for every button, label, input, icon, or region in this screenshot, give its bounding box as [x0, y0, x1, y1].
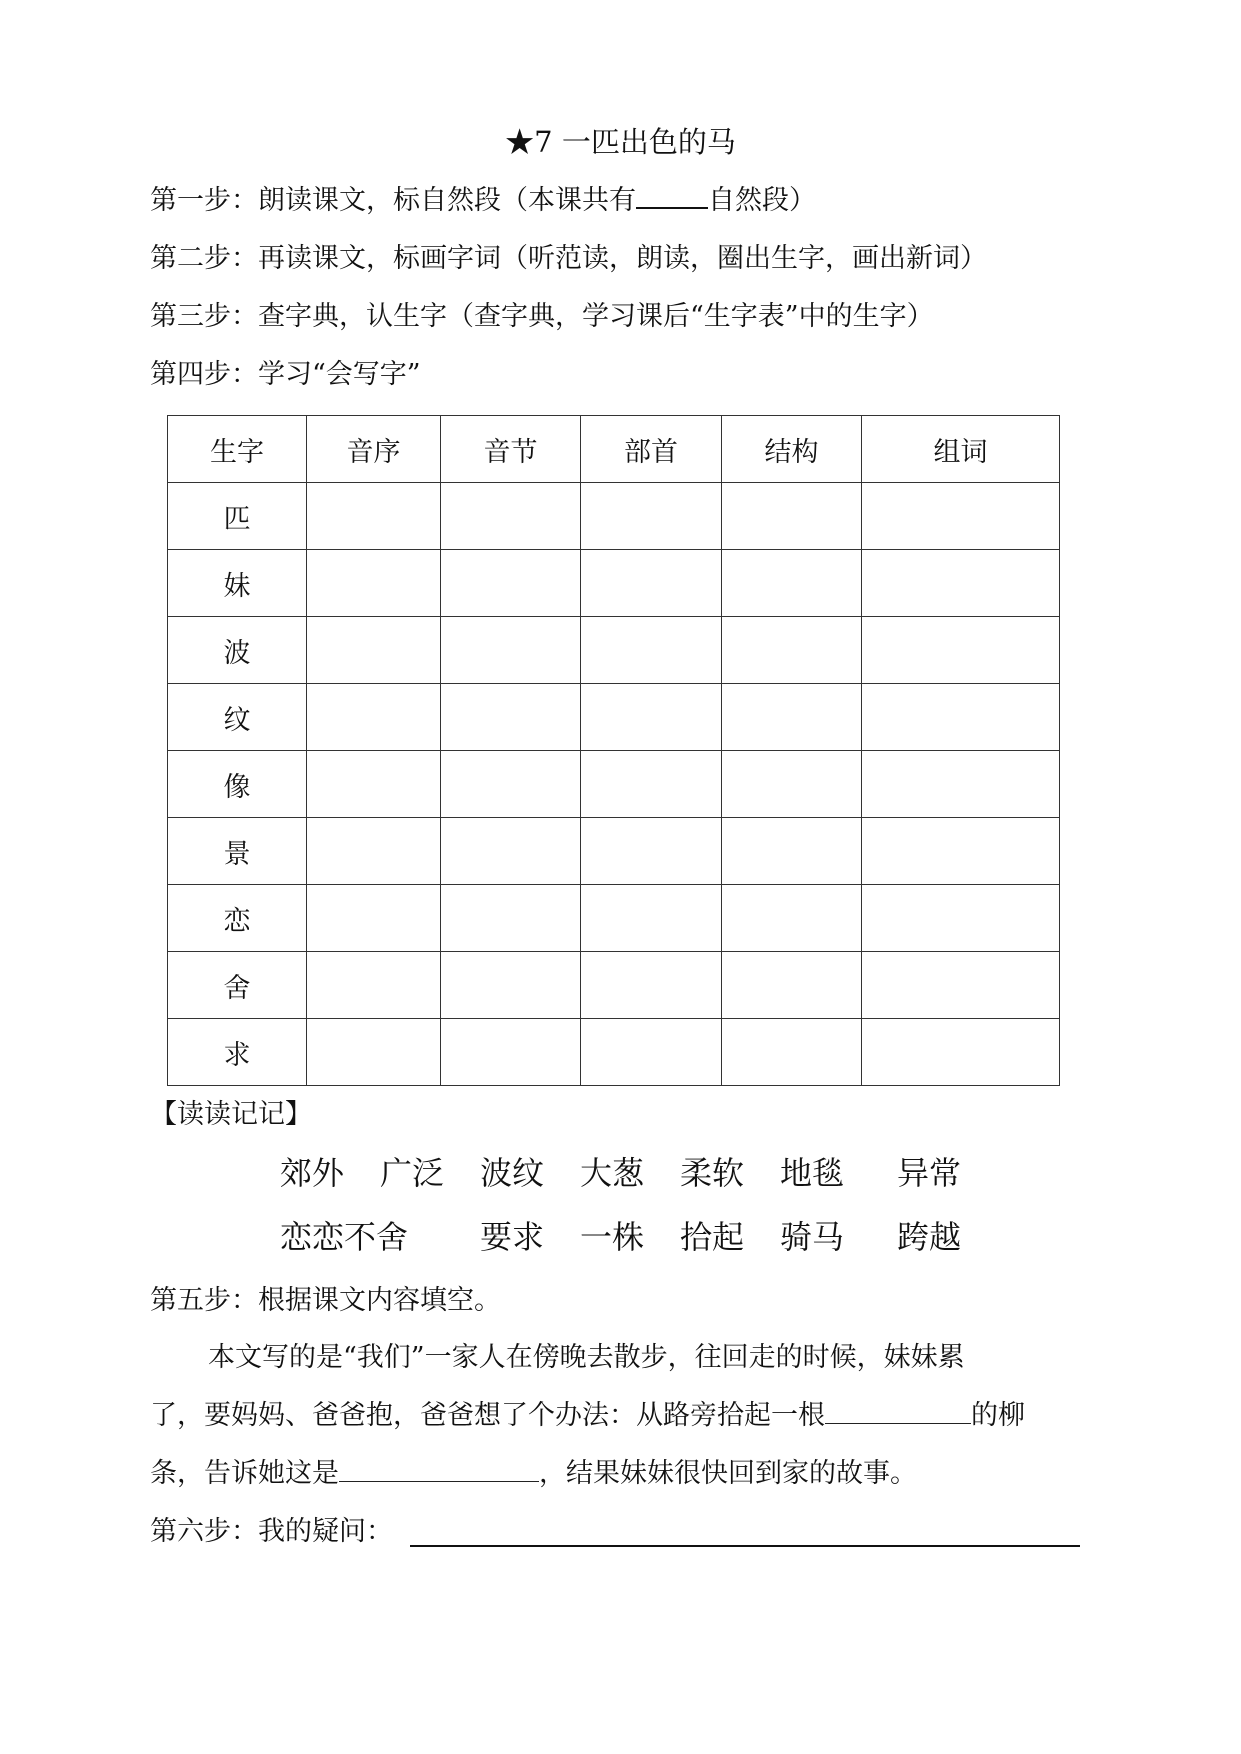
answer-cell[interactable] [581, 684, 722, 751]
answer-cell[interactable] [581, 617, 722, 684]
step-3: 第三步：查字典，认生字（查字典，学习课后“生字表”中的生字） [150, 301, 934, 332]
answer-cell[interactable] [722, 684, 862, 751]
table-row [168, 684, 1060, 751]
fill-line-1: 本文写的是“我们”一家人在傍晚去散步，往回走的时候，妹妹累 [208, 1342, 965, 1373]
answer-cell[interactable] [581, 550, 722, 617]
answer-cell[interactable] [581, 751, 722, 818]
answer-cell[interactable] [581, 818, 722, 885]
table-row [168, 885, 1060, 952]
answer-cell[interactable] [862, 550, 1060, 617]
header-initial: 音序 [307, 416, 441, 483]
read-remember-heading: 【读读记记】 [150, 1099, 312, 1130]
page-title: ★7 一匹出色的马 [505, 125, 736, 159]
word: 波纹 [480, 1154, 545, 1192]
word: 地毯 [780, 1154, 845, 1192]
character-cell: 妹 [168, 550, 307, 617]
answer-cell[interactable] [307, 885, 441, 952]
answer-cell[interactable] [722, 550, 862, 617]
answer-cell[interactable] [307, 483, 441, 550]
step-1-suffix: 自然段） [708, 185, 816, 216]
answer-cell[interactable] [441, 483, 581, 550]
character-table [167, 415, 1060, 1086]
word: 一株 [580, 1218, 645, 1256]
answer-cell[interactable] [307, 550, 441, 617]
character-cell: 波 [168, 617, 307, 684]
answer-cell[interactable] [307, 818, 441, 885]
word: 拾起 [680, 1218, 745, 1256]
step-6 [150, 1509, 393, 1548]
character-cell: 像 [168, 751, 307, 818]
character-cell: 纹 [168, 684, 307, 751]
answer-cell[interactable] [862, 818, 1060, 885]
answer-cell[interactable] [441, 550, 581, 617]
character-cell: 求 [168, 1019, 307, 1086]
answer-cell[interactable] [722, 483, 862, 550]
answer-cell[interactable] [307, 1019, 441, 1086]
table-row [168, 751, 1060, 818]
answer-cell[interactable] [862, 751, 1060, 818]
table-row [168, 550, 1060, 617]
answer-cell[interactable] [722, 751, 862, 818]
word: 广泛 [380, 1154, 445, 1192]
step-6-text: 第六步：我的疑问： [150, 1516, 393, 1547]
fill-line-3-end: ，结果妹妹很快回到家的故事。 [539, 1458, 917, 1489]
header-word: 组词 [862, 416, 1060, 483]
word: 柔软 [680, 1154, 745, 1192]
answer-cell[interactable] [441, 818, 581, 885]
answer-cell[interactable] [722, 885, 862, 952]
answer-cell[interactable] [862, 885, 1060, 952]
word: 跨越 [897, 1218, 962, 1256]
paragraph-count-blank[interactable] [636, 206, 708, 209]
answer-cell[interactable] [441, 751, 581, 818]
fill-line-3-text: 条，告诉她这是 [150, 1458, 339, 1489]
answer-cell[interactable] [862, 684, 1060, 751]
character-cell: 匹 [168, 483, 307, 550]
word: 异常 [897, 1154, 962, 1192]
answer-cell[interactable] [441, 1019, 581, 1086]
character-cell: 恋 [168, 885, 307, 952]
word: 骑马 [780, 1218, 845, 1256]
table-row [168, 617, 1060, 684]
answer-cell[interactable] [722, 617, 862, 684]
answer-cell[interactable] [862, 1019, 1060, 1086]
answer-cell[interactable] [307, 952, 441, 1019]
answer-cell[interactable] [862, 952, 1060, 1019]
step-5: 第五步：根据课文内容填空。 [150, 1285, 501, 1316]
step-1 [150, 178, 816, 217]
table-header-row [168, 416, 1060, 483]
answer-cell[interactable] [722, 818, 862, 885]
answer-cell[interactable] [722, 1019, 862, 1086]
step-4: 第四步：学习“会写字” [150, 359, 421, 390]
fill-blank-willow[interactable] [825, 1422, 971, 1424]
answer-cell[interactable] [441, 952, 581, 1019]
answer-cell[interactable] [441, 684, 581, 751]
fill-line-3 [150, 1451, 917, 1490]
fill-line-2 [150, 1393, 1025, 1432]
answer-cell[interactable] [581, 1019, 722, 1086]
answer-cell[interactable] [581, 483, 722, 550]
answer-cell[interactable] [307, 617, 441, 684]
answer-cell[interactable] [581, 885, 722, 952]
fill-line-2-end: 的柳 [971, 1400, 1025, 1431]
word: 大葱 [580, 1154, 645, 1192]
answer-cell[interactable] [581, 952, 722, 1019]
word: 要求 [480, 1218, 545, 1256]
answer-cell[interactable] [862, 617, 1060, 684]
answer-cell[interactable] [862, 483, 1060, 550]
character-cell: 舍 [168, 952, 307, 1019]
header-structure: 结构 [722, 416, 862, 483]
character-cell: 景 [168, 818, 307, 885]
table-row [168, 952, 1060, 1019]
answer-cell[interactable] [441, 617, 581, 684]
answer-cell[interactable] [307, 684, 441, 751]
table-row [168, 818, 1060, 885]
fill-blank-answer[interactable] [339, 1480, 539, 1482]
word: 郊外 [280, 1154, 345, 1192]
header-radical: 部首 [581, 416, 722, 483]
answer-cell[interactable] [722, 952, 862, 1019]
step-1-text: 第一步：朗读课文，标自然段（本课共有 [150, 185, 636, 216]
answer-cell[interactable] [307, 751, 441, 818]
question-blank[interactable] [410, 1545, 1080, 1547]
fill-line-2-text: 了，要妈妈、爸爸抱，爸爸想了个办法：从路旁拾起一根 [150, 1400, 825, 1431]
table-row [168, 483, 1060, 550]
header-syllable: 音节 [441, 416, 581, 483]
table-row [168, 1019, 1060, 1086]
word: 恋恋不舍 [280, 1218, 409, 1256]
answer-cell[interactable] [441, 885, 581, 952]
header-character: 生字 [168, 416, 307, 483]
step-2: 第二步：再读课文，标画字词（听范读，朗读，圈出生字，画出新词） [150, 243, 987, 274]
